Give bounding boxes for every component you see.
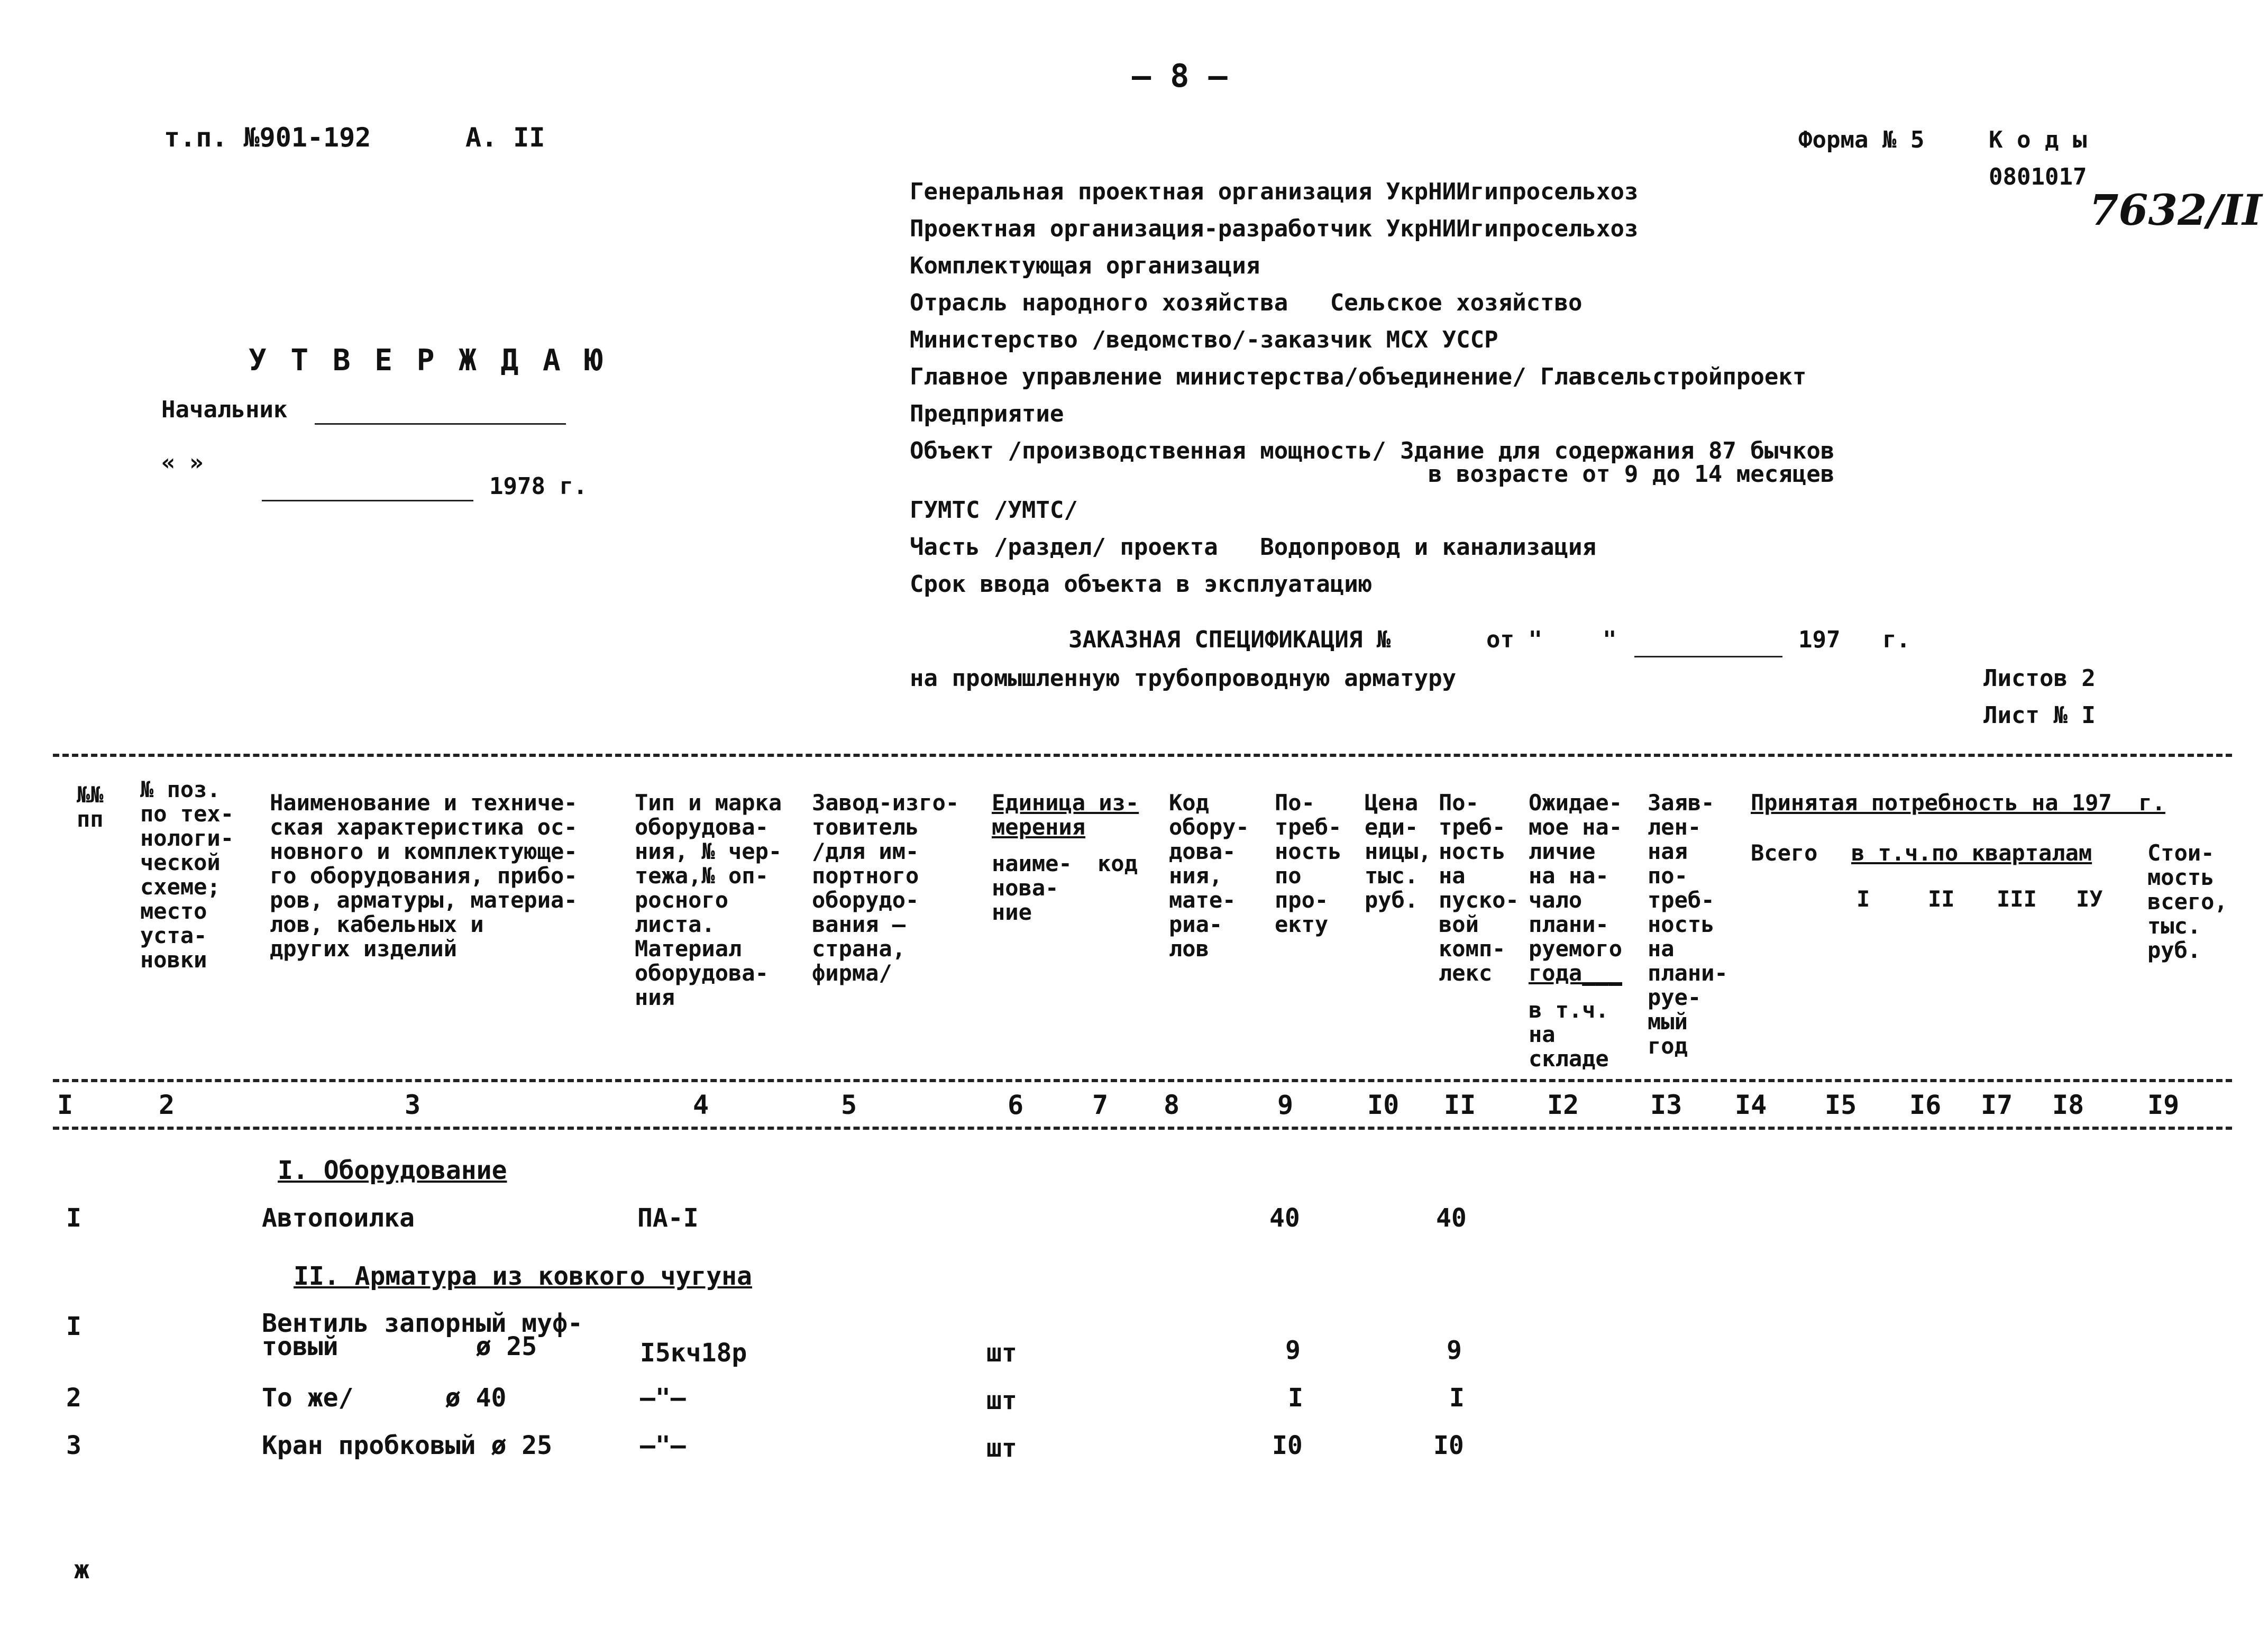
row-unit: шт: [986, 1433, 1017, 1463]
col-header-type: Тип и марка оборудова- ния, № чер- тежа,№ оп- росного листа. Материал оборудова- ния: [635, 790, 782, 1010]
approval-title: У Т В Е Р Ж Д А Ю: [249, 343, 606, 378]
row-project-need: 40: [1269, 1203, 1300, 1233]
col-number: I5: [1825, 1090, 1857, 1120]
org-enterprise: Предприятие: [910, 400, 1064, 427]
row-name: Кран пробковый ø 25: [262, 1431, 553, 1460]
row-launch-need: I: [1449, 1383, 1465, 1413]
col-header-manufacturer: Завод-изго- товитель /для им- портного оборудо- вания – страна, фирма/: [812, 790, 959, 986]
row-type: –"–: [640, 1431, 686, 1460]
approval-year: 1978 г.: [489, 473, 588, 500]
form-number: Форма № 5: [1798, 126, 1925, 153]
handwritten-number: 7632/II: [2089, 185, 2262, 235]
col-header-quarter-4: IУ: [2076, 886, 2103, 912]
row-name: Вентиль запорный муф- товый ø 25: [262, 1309, 583, 1361]
date-quote-marks: « »: [161, 449, 204, 476]
col-number: I7: [1981, 1090, 2013, 1120]
col-header-launch-need: По- треб- ность на пуско- вой комп- лекс: [1439, 790, 1519, 986]
org-object-age: в возрасте от 9 до 14 месяцев: [1428, 461, 1835, 488]
row-name: То же/ ø 40: [262, 1383, 507, 1413]
chief-signature-line: [315, 423, 566, 425]
row-type: –"–: [640, 1383, 686, 1413]
col-number: 7: [1092, 1090, 1109, 1120]
org-completing: Комплектующая организация: [910, 252, 1260, 279]
col-header-unit-name: наиме- нова- ние: [992, 850, 1072, 925]
col-header-declared-need: Заяв- лен- ная по- треб- ность на плани- руе- мый год: [1648, 790, 1728, 1059]
org-industry: Отрасль народного хозяйства Сельское хозяйство: [910, 289, 1583, 316]
row-launch-need: I0: [1433, 1431, 1464, 1460]
org-ministry: Министерство /ведомство/-заказчик МСХ УССР: [910, 326, 1498, 353]
table-numbers-rule: [53, 1127, 2232, 1130]
album-number: А. II: [465, 122, 545, 153]
row-number: I: [66, 1203, 81, 1233]
col-header-quarters: в т.ч.по кварталам: [1851, 840, 2092, 866]
spec-date-from: от ": [1486, 626, 1542, 653]
col-number: 6: [1008, 1090, 1024, 1120]
code-value: 0801017: [1989, 163, 2087, 190]
col-number: I8: [2052, 1090, 2084, 1120]
col-number: 2: [159, 1090, 175, 1120]
col-number: 9: [1277, 1090, 1294, 1120]
chief-label: Начальник: [161, 396, 288, 423]
org-gumts: ГУМТС /УМТС/: [910, 497, 1078, 524]
col-header-cost: Стои- мость всего, тыс. руб.: [2147, 840, 2228, 963]
row-project-need: I0: [1272, 1431, 1303, 1460]
col-header-quarter-3: III: [1997, 886, 2037, 912]
col-number: I3: [1650, 1090, 1682, 1120]
table-top-rule: [53, 754, 2232, 757]
org-commission-date: Срок ввода объекта в эксплуатацию: [910, 571, 1373, 598]
row-launch-need: 9: [1447, 1336, 1462, 1365]
section-title: I. Оборудование: [278, 1156, 507, 1185]
row-unit: шт: [986, 1386, 1017, 1415]
row-type: ПА-I: [637, 1203, 699, 1233]
spec-subtitle: на промышленную трубопроводную арматуру: [910, 665, 1457, 692]
col-number: I0: [1367, 1090, 1400, 1120]
col-header-number: №№ пп: [77, 782, 104, 832]
col-header-in-stock: в т.ч. на складе: [1529, 997, 1609, 1072]
col-header-project-need: По- треб- ность по про- екту: [1275, 790, 1342, 937]
col-header-equipment-code: Код обору- дова- ния, мате- риа- лов: [1169, 790, 1249, 962]
col-header-total: Всего: [1751, 840, 1818, 866]
col-number: 8: [1164, 1090, 1180, 1120]
sheet-count: Листов 2: [1983, 665, 2096, 692]
col-number: 4: [693, 1090, 709, 1120]
spec-date-quote: ": [1603, 626, 1617, 653]
section-title: II. Арматура из ковкого чугуна: [294, 1261, 752, 1291]
row-number: 3: [66, 1431, 81, 1460]
row-project-need: 9: [1285, 1336, 1301, 1365]
org-developer: Проектная организация-разработчик УкрНИИгипросельхоз: [910, 215, 1639, 242]
row-number: I: [66, 1312, 81, 1341]
col-header-expected-year: года___: [1529, 960, 1623, 986]
col-number: 3: [405, 1090, 421, 1120]
page-number: – 8 –: [1132, 58, 1228, 95]
org-project-part: Часть /раздел/ проекта Водопровод и канализация: [910, 534, 1597, 561]
col-number: I: [57, 1090, 74, 1120]
col-number: I4: [1735, 1090, 1767, 1120]
col-number: 5: [841, 1090, 857, 1120]
col-header-unit-price: Цена еди- ницы, тыс. руб.: [1365, 790, 1432, 913]
spec-year: 197 г.: [1798, 626, 1910, 653]
col-header-expected: Ожидае- мое на- личие на на- чало плани- руемого: [1529, 790, 1623, 962]
col-header-accepted-need: Принятая потребность на 197 г.: [1751, 790, 2165, 816]
col-number: I2: [1547, 1090, 1579, 1120]
spec-date-line: [1634, 656, 1782, 657]
codes-label: К о д ы: [1989, 126, 2087, 153]
row-number: 2: [66, 1383, 81, 1413]
org-object: Объект /производственная мощность/ Здание для содержания 87 бычков: [910, 437, 1835, 464]
col-header-quarter-2: II: [1928, 886, 1955, 912]
row-name: Автопоилка: [262, 1203, 415, 1233]
col-number: II: [1444, 1090, 1476, 1120]
footer-mark: ж: [74, 1555, 89, 1585]
org-main-department: Главное управление министерства/объединение/ Главсельстройпроект: [910, 363, 1807, 390]
col-header-name: Наименование и техниче- ская характеристика ос- новного и комплектующе- го оборудования, прибо- ров, арматуры, материа- лов, кабельных и других изделий: [270, 790, 578, 962]
row-launch-need: 40: [1436, 1203, 1467, 1233]
col-number: I6: [1909, 1090, 1942, 1120]
col-header-quarter-1: I: [1857, 886, 1870, 912]
sheet-number: Лист № I: [1983, 702, 2096, 729]
col-header-position: № поз. по тех- нологи- ческой схеме; место уста- новки: [140, 776, 234, 973]
date-line: [262, 500, 473, 501]
row-unit: шт: [986, 1338, 1017, 1368]
row-project-need: I: [1288, 1383, 1303, 1413]
spec-title: ЗАКАЗНАЯ СПЕЦИФИКАЦИЯ №: [1068, 626, 1391, 653]
col-header-unit: Единица из- мерения: [992, 790, 1139, 840]
row-type: I5кч18р: [640, 1338, 747, 1368]
col-number: I9: [2147, 1090, 2180, 1120]
doc-reference: т.п. №901-192: [164, 122, 371, 153]
table-header-rule: [53, 1079, 2232, 1082]
col-header-unit-code: код: [1098, 850, 1138, 876]
org-general: Генеральная проектная организация УкрНИИгипросельхоз: [910, 178, 1639, 205]
